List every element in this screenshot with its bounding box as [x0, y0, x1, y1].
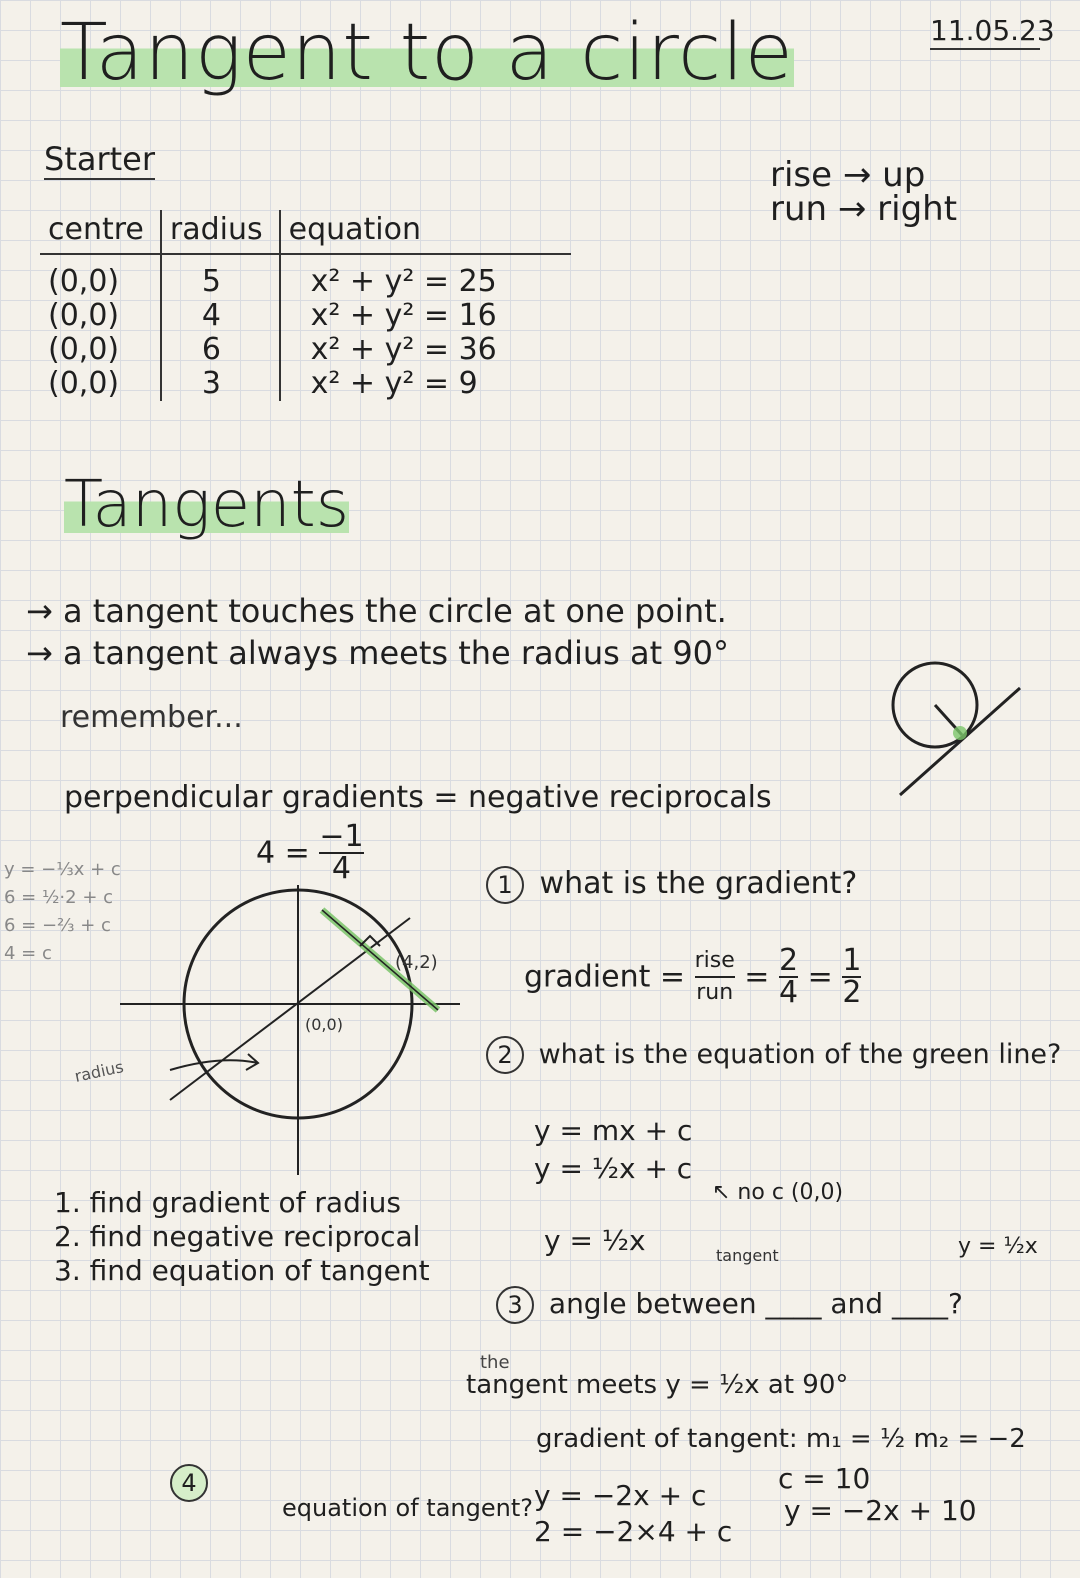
- bullet-touches: → a tangent touches the circle at one point.: [26, 592, 727, 630]
- gradient-label: gradient =: [524, 959, 686, 995]
- result-num: 1: [842, 943, 862, 978]
- starter-table: [40, 210, 571, 401]
- col-centre: centre: [40, 210, 161, 254]
- cell-equation: x² + y² = 36: [280, 333, 571, 367]
- col-equation: equation: [280, 210, 571, 254]
- cell-equation: x² + y² = 9: [280, 367, 571, 401]
- col-radius: radius: [161, 210, 280, 254]
- table-row: [40, 299, 571, 333]
- equals-sign: =: [807, 959, 833, 995]
- margin-note: 6 = ½·2 + c: [4, 887, 114, 908]
- step-item: 2. find negative reciprocal: [54, 1220, 421, 1253]
- two-over-four: [778, 943, 799, 1010]
- margin-note: 6 = −⅔ + c: [4, 915, 111, 936]
- radius-label: radius: [72, 1057, 126, 1086]
- rise-text: rise: [695, 946, 735, 978]
- q4-heading: [170, 1464, 214, 1502]
- tangents-heading: [64, 468, 349, 542]
- point-label: (4,2): [395, 952, 438, 973]
- result-den: 2: [842, 975, 862, 1010]
- step-item: 1. find gradient of radius: [54, 1186, 401, 1219]
- q3-meets-the: the: [480, 1352, 510, 1373]
- q2-line2: y = ½x + c: [534, 1152, 693, 1185]
- tangent-sketch: [880, 660, 1040, 810]
- rise-note: rise → up: [770, 155, 926, 195]
- cell-centre: (0,0): [48, 332, 120, 367]
- q3-question: angle between ____ and ____?: [548, 1287, 963, 1320]
- q4-c-value: c = 10: [778, 1462, 871, 1495]
- q2-note: ↖ no c (0,0): [712, 1180, 844, 1205]
- method-steps: [54, 1186, 430, 1288]
- q2-heading: [486, 1036, 1061, 1074]
- page-title-text: Tangent to a circle: [60, 8, 794, 98]
- cell-radius: 6: [161, 333, 280, 367]
- cell-centre: (0,0): [48, 298, 120, 333]
- table-row: [40, 367, 571, 401]
- run-note: run → right: [770, 189, 958, 229]
- q3-meets: tangent meets y = ½x at 90°: [466, 1370, 849, 1400]
- bullet-meets-radius: → a tangent always meets the radius at 90°: [26, 634, 730, 672]
- frac-den: 4: [778, 975, 799, 1010]
- remember-note: remember...: [60, 700, 243, 735]
- q2-line3: y = ½x: [544, 1224, 646, 1257]
- cell-radius: 4: [161, 299, 280, 333]
- margin-note: y = −⅓x + c: [4, 859, 121, 880]
- q1-working: [524, 943, 862, 1010]
- sketch-tangent: [900, 688, 1020, 795]
- cell-equation: x² + y² = 25: [280, 254, 571, 299]
- starter-heading: Starter: [44, 140, 156, 178]
- margin-note: 4 = c: [4, 943, 52, 964]
- q4-line1: y = −2x + c: [534, 1479, 707, 1512]
- rise-run-note: [770, 155, 958, 229]
- cell-radius: 3: [161, 367, 280, 401]
- example-num: −1: [319, 819, 364, 854]
- example-left: 4 =: [256, 835, 310, 871]
- q4-working: [534, 1478, 732, 1550]
- circle-diagram: [60, 870, 480, 1190]
- sketch-contact-point: [953, 726, 967, 740]
- q3-heading: [496, 1286, 963, 1324]
- q4-result: y = −2x + 10: [784, 1494, 977, 1527]
- table-row: [40, 254, 571, 299]
- cell-equation: x² + y² = 16: [280, 299, 571, 333]
- radius-line: [170, 918, 410, 1100]
- q1-heading: [486, 866, 857, 904]
- q3-tangent-note: tangent: [716, 1246, 779, 1265]
- date-underline: [930, 48, 1040, 50]
- q2-number: 2: [486, 1036, 524, 1074]
- q4-question: equation of tangent?: [282, 1494, 533, 1522]
- rise-over-run: [695, 946, 735, 1008]
- q4-number: 4: [170, 1464, 208, 1502]
- q2-line1: y = mx + c: [534, 1114, 693, 1147]
- q1-question: what is the gradient?: [539, 866, 858, 901]
- q2-working: [534, 1112, 692, 1188]
- gradient-result: [842, 943, 862, 1010]
- run-text: run: [696, 980, 734, 1005]
- table-header-row: [40, 210, 571, 254]
- example-den: 4: [331, 851, 351, 886]
- q3-number: 3: [496, 1286, 534, 1324]
- q4-line2: 2 = −2×4 + c: [534, 1515, 733, 1548]
- radius-arrow: [170, 1060, 258, 1070]
- step-item: 3. find equation of tangent: [54, 1254, 430, 1287]
- equals-sign: =: [744, 959, 770, 995]
- cell-centre: (0,0): [48, 366, 120, 401]
- cell-centre: (0,0): [48, 264, 120, 299]
- q2-question: what is the equation of the green line?: [538, 1039, 1062, 1070]
- page-title: [60, 8, 794, 98]
- perpendicular-rule: perpendicular gradients = negative reciprocals: [64, 780, 772, 815]
- tangents-heading-text: Tangents: [64, 468, 350, 542]
- origin-label: (0,0): [305, 1015, 343, 1034]
- q3-gradient-of-tangent: gradient of tangent: m₁ = ½ m₂ = −2: [536, 1424, 1026, 1454]
- frac-num: 2: [778, 943, 799, 978]
- q1-number: 1: [486, 866, 524, 904]
- date: 11.05.23: [930, 14, 1055, 47]
- q3-right-note: y = ½x: [958, 1234, 1038, 1259]
- table-row: [40, 333, 571, 367]
- cell-radius: 5: [161, 254, 280, 299]
